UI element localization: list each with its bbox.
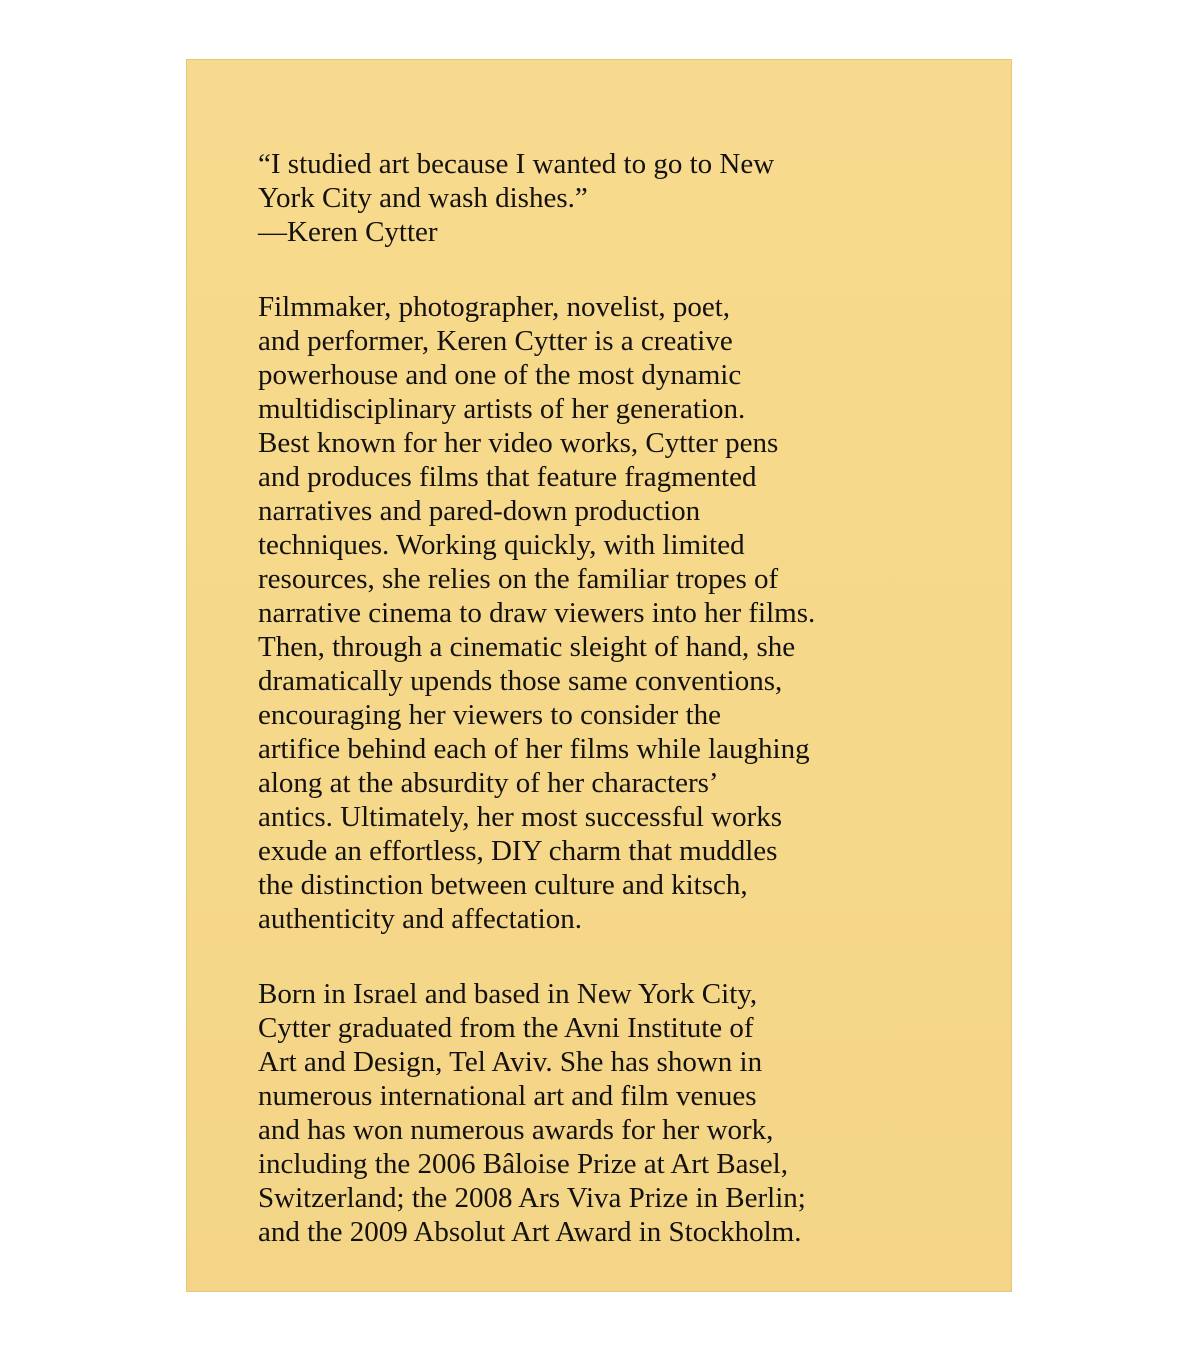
text-line: exude an effortless, DIY charm that muddles	[258, 835, 778, 867]
text-line: Then, through a cinematic sleight of hand, she	[258, 631, 796, 663]
text-line: Cytter graduated from the Avni Institute of	[258, 1012, 754, 1044]
bio-paragraph-2	[258, 977, 958, 1249]
text-line: including the 2006 Bâloise Prize at Art Basel,	[258, 1148, 788, 1180]
text-line: dramatically upends those same conventions,	[258, 665, 783, 697]
text-line: and the 2009 Absolut Art Award in Stockholm.	[258, 1216, 802, 1248]
cover-text	[258, 147, 958, 1249]
text-line: the distinction between culture and kitsch,	[258, 869, 748, 901]
text-line: artifice behind each of her films while laughing	[258, 733, 810, 765]
text-line: authenticity and affectation.	[258, 903, 582, 935]
text-line: along at the absurdity of her characters’	[258, 767, 719, 799]
text-line: and performer, Keren Cytter is a creative	[258, 325, 733, 357]
quote-attribution: —Keren Cytter	[258, 216, 438, 248]
text-line: encouraging her viewers to consider the	[258, 699, 722, 731]
text-line: narratives and pared-down production	[258, 495, 701, 527]
quote-line: York City and wash dishes.”	[258, 182, 588, 214]
text-line: Switzerland; the 2008 Ars Viva Prize in Berlin;	[258, 1182, 806, 1214]
book-back-cover	[186, 59, 1012, 1292]
text-line: and has won numerous awards for her work,	[258, 1114, 774, 1146]
text-line: Born in Israel and based in New York City,	[258, 978, 758, 1010]
text-line: Art and Design, Tel Aviv. She has shown in	[258, 1046, 763, 1078]
text-line: and produces films that feature fragmented	[258, 461, 757, 493]
quote-line: “I studied art because I wanted to go to New	[258, 148, 775, 180]
text-line: numerous international art and film venues	[258, 1080, 757, 1112]
text-line: resources, she relies on the familiar tropes of	[258, 563, 779, 595]
paragraph-gap	[258, 936, 958, 977]
text-line: powerhouse and one of the most dynamic	[258, 359, 742, 391]
bio-paragraph-1	[258, 290, 958, 936]
text-line: multidisciplinary artists of her generation.	[258, 393, 746, 425]
text-line: antics. Ultimately, her most successful works	[258, 801, 783, 833]
text-line: Best known for her video works, Cytter pens	[258, 427, 779, 459]
paragraph-gap	[258, 249, 958, 290]
quote	[258, 147, 958, 249]
text-line: narrative cinema to draw viewers into her films.	[258, 597, 816, 629]
text-line: techniques. Working quickly, with limited	[258, 529, 745, 561]
text-line: Filmmaker, photographer, novelist, poet,	[258, 291, 731, 323]
